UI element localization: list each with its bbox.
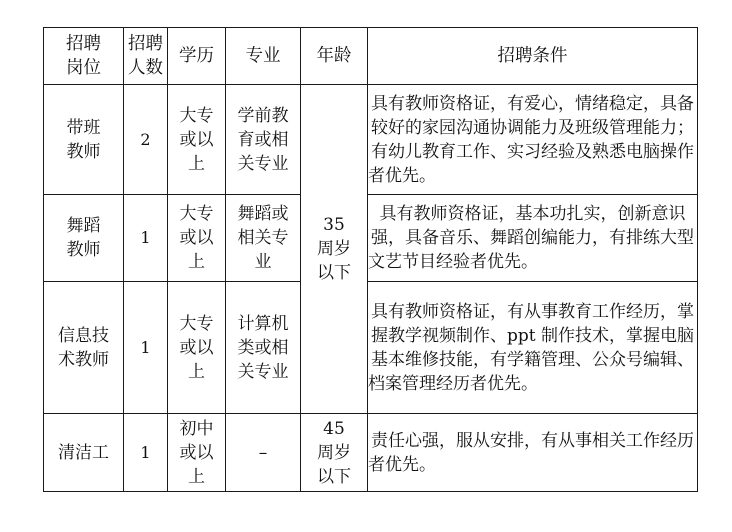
- row-position: 清洁工: [44, 414, 124, 492]
- row-education: 大专或以上: [168, 282, 226, 414]
- row-count: 2: [124, 85, 168, 195]
- row-major: 学前教育或相关专业: [226, 85, 301, 195]
- row-position: 舞蹈教师: [44, 195, 124, 282]
- header-count: 招聘人数: [124, 28, 168, 85]
- row-conditions: 具有教师资格证，有爱心，情绪稳定，具备较好的家园沟通协调能力及班级管理能力；有幼儿教育工作、实习经验及熟悉电脑操作者优先。: [368, 85, 698, 195]
- table-row: [44, 195, 698, 282]
- row-count: 1: [124, 414, 168, 492]
- row-conditions: 具有教师资格证，有从事教育工作经历，掌握教学视频制作、ppt 制作技术，掌握电脑基本维修技能，有学籍管理、公众号编辑、档案管理经历者优先。: [368, 282, 698, 414]
- row-position: 带班教师: [44, 85, 124, 195]
- row-education: 大专或以上: [168, 195, 226, 282]
- row-education: 初中或以上: [168, 414, 226, 492]
- row-count: 1: [124, 195, 168, 282]
- row-age-cleaner: 45 周岁以下: [301, 414, 368, 492]
- recruitment-table: [43, 27, 698, 492]
- table-row: [44, 85, 698, 195]
- row-education: 大专或以上: [168, 85, 226, 195]
- row-conditions: 具有教师资格证，基本功扎实，创新意识强，具备音乐、舞蹈创编能力，有排练大型文艺节目经验者优先。: [368, 195, 698, 282]
- row-position: 信息技术教师: [44, 282, 124, 414]
- header-conditions: 招聘条件: [368, 28, 698, 85]
- row-conditions: 责任心强，服从安排，有从事相关工作经历者优先。: [368, 414, 698, 492]
- header-major: 专业: [226, 28, 301, 85]
- row-count: 1: [124, 282, 168, 414]
- header-education: 学历: [168, 28, 226, 85]
- row-major: 舞蹈或相关专业: [226, 195, 301, 282]
- row-major: –: [226, 414, 301, 492]
- header-position: 招聘岗位: [44, 28, 124, 85]
- header-age: 年龄: [301, 28, 368, 85]
- header-row: [44, 28, 698, 85]
- table-row: [44, 282, 698, 414]
- table-row: [44, 414, 698, 492]
- row-major: 计算机类或相关专业: [226, 282, 301, 414]
- row-age-teachers: 35 周岁以下: [301, 85, 368, 414]
